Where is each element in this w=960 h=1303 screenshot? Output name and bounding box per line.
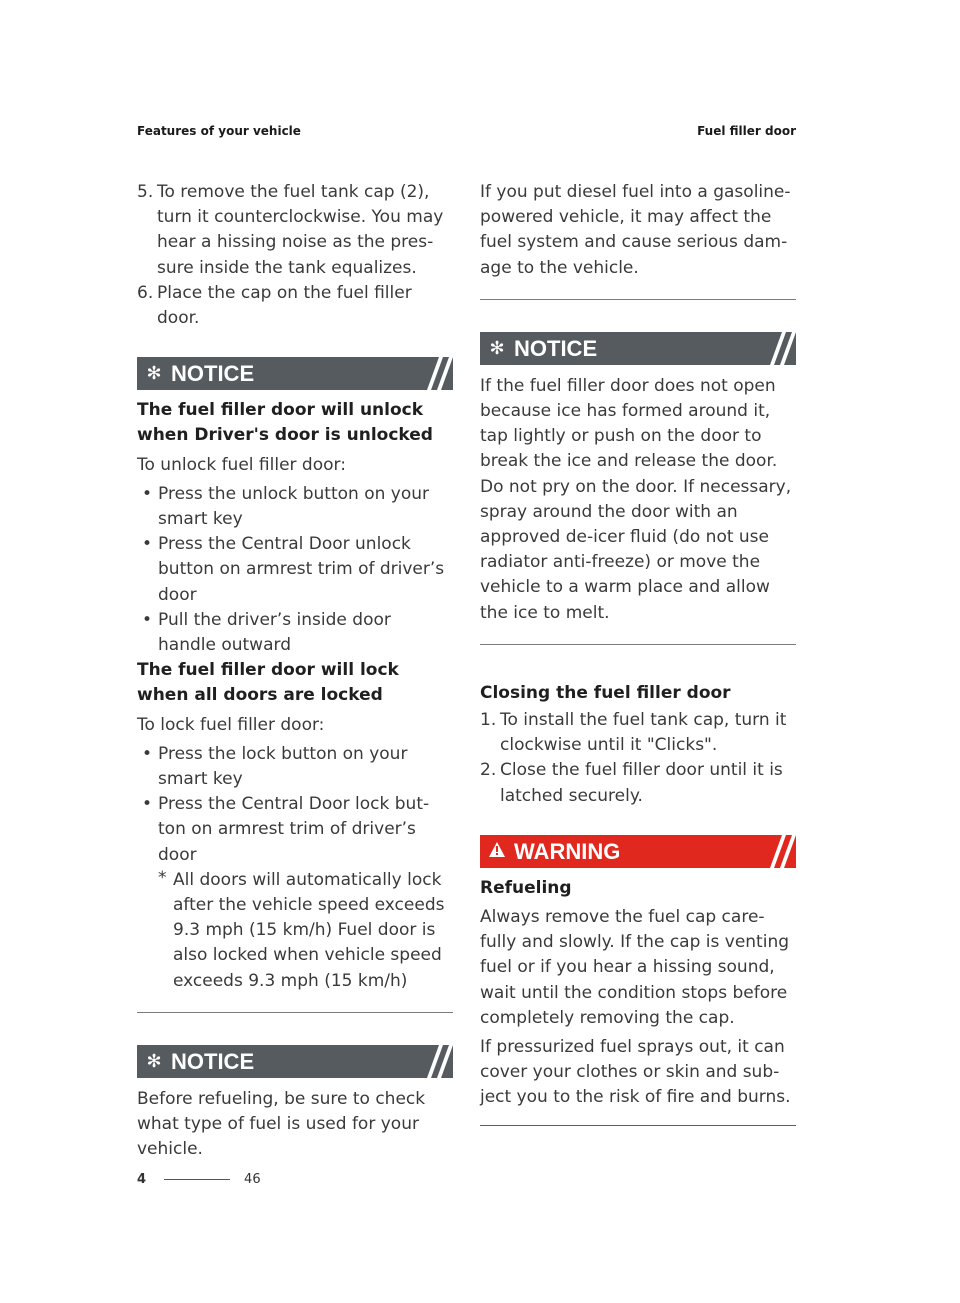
right-column — [480, 180, 796, 1126]
asterisk-icon: ✻ — [146, 1050, 162, 1071]
footer-divider — [164, 1179, 230, 1180]
lock-list — [137, 742, 453, 868]
notice-banner: ✻ NOTICE — [137, 1045, 453, 1078]
notice-text: If the fuel filler door does not open because ice has formed around it, tap lightly or push on the door to break the ice and release the door. Do not pry on the door. If necessary, spray around the door with an approved de-icer fluid (do not use radiator anti-freeze) or move the vehicle to a warm place and allow the ice to melt. — [480, 375, 792, 623]
lock-heading: The fuel filler door will lock when all doors are locked — [137, 660, 399, 706]
page-number: 46 — [244, 1172, 261, 1187]
section-divider — [480, 644, 796, 645]
list-item: • Pull the driver’s inside door handle outward — [142, 609, 391, 656]
section-divider — [480, 299, 796, 300]
list-item: 1. To install the fuel tank cap, turn it clockwise until it "Clicks". — [480, 710, 787, 756]
list-item: 2. Close the fuel filler door until it is latched securely. — [480, 760, 783, 806]
warning-text: Always remove the fuel cap care-fully and slowly. If the cap is venting fuel or if you hear a hissing sound, wait until the condition stops before completely removing the cap. — [480, 907, 790, 1028]
removal-steps — [137, 180, 453, 331]
list-item: 6. Place the cap on the fuel filler door. — [137, 282, 412, 329]
page-footer — [137, 1172, 261, 1187]
running-header-topic: Fuel filler door — [697, 124, 796, 138]
section-divider — [137, 1012, 453, 1013]
diesel-warning-text: If you put diesel fuel into a gasoline-powered vehicle, it may affect the fuel system and cause serious dam-age to the vehicle. — [480, 182, 791, 278]
warning-heading: Refueling — [480, 877, 572, 898]
notice-banner: ✻ NOTICE — [480, 332, 796, 365]
section-number: 4 — [137, 1172, 147, 1187]
list-item: • Press the Central Door unlock button on armrest trim of driver’s door — [142, 534, 445, 605]
section-title: Closing the fuel filler door — [480, 682, 731, 703]
stripes-decoration — [409, 1045, 453, 1078]
warning-text: If pressurized fuel sprays out, it can cover your clothes or skin and sub-ject you to the risk of fire and burns. — [480, 1037, 791, 1108]
unlock-list — [137, 482, 453, 658]
asterisk-icon: ✻ — [489, 337, 505, 358]
warning-divider — [480, 1125, 796, 1126]
stripes-decoration — [752, 332, 796, 365]
list-item: • Press the unlock button on your smart key — [142, 483, 429, 530]
list-item: • Press the Central Door lock but-ton on armrest trim of driver’s door — [142, 794, 430, 865]
list-item: 5. To remove the fuel tank cap (2), turn it counterclockwise. You may hear a hissing noise as the pres-sure inside the tank equalizes. — [137, 182, 444, 278]
footnote: * All doors will automatically lock after the vehicle speed exceeds 9.3 mph (15 km/h) Fuel door is also locked when vehicle speed exceeds 9.3 mph (15 km/h) — [158, 867, 445, 991]
asterisk-icon: ✻ — [146, 363, 162, 384]
unlock-heading: The fuel filler door will unlock when Driver's door is unlocked — [137, 400, 433, 446]
notice-banner: ✻ NOTICE — [137, 357, 453, 390]
closing-steps — [480, 708, 796, 809]
list-item: • Press the lock button on your smart key — [142, 743, 408, 790]
warning-triangle-icon — [480, 839, 514, 864]
warning-banner: WARNING — [480, 835, 796, 868]
left-column: 5. To remove the fuel tank cap (2), turn it counterclockwise. You may hear a hissing noise as the pres-sure inside the tank equalizes. 6. Place the cap on the fuel filler door. ✻ NOTICE The fuel filler door will unlock when Driver's door is unlocked To unlock fuel filler door: • Press the unlock button on your smart key • Press the Central Door unlock button on armrest trim of driver’s door • Pull the driver’s inside door handle outward The fuel filler door will lock when all doors are locked To lock fuel filler door: • Press the lock button on your smart key • Press the Central Door lock but-ton on armrest trim of driver’s door * All doors will automatically lock after the vehicle speed exceeds 9.3 mph (15 km/h) Fuel door is also locked when vehicle speed exceeds 9.3 mph (15 km/h) ✻ NOTICE Before refueling, be sure to check what type of fuel is used for your vehicle. — [137, 180, 453, 1163]
stripes-decoration — [752, 835, 796, 868]
running-header-section: Features of your vehicle — [137, 124, 301, 138]
notice-text: Before refueling, be sure to check what type of fuel is used for your vehicle. — [137, 1088, 426, 1160]
stripes-decoration — [409, 357, 453, 390]
